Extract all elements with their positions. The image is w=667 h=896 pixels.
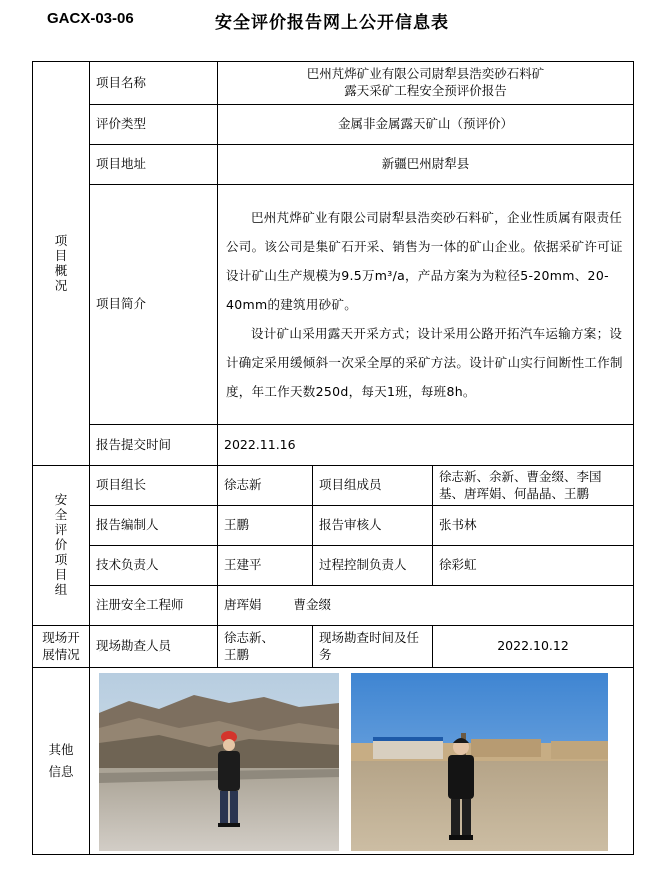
survey-staff-value	[218, 626, 313, 668]
info-table	[32, 61, 634, 855]
intro-value	[218, 185, 634, 425]
survey-time-value: 2022.10.12	[433, 626, 634, 668]
members-line2: 基、唐珲娟、何晶晶、王鹏	[439, 485, 590, 501]
engineer-label: 注册安全工程师	[90, 586, 218, 626]
process-value: 徐彩虹	[433, 546, 634, 586]
intro-label: 项目简介	[90, 185, 218, 425]
reviewer-label: 报告审核人	[313, 506, 433, 546]
team-section-label: 安全评价项目组	[33, 466, 90, 626]
page-title: 安全评价报告网上公开信息表	[215, 13, 449, 33]
leader-label: 项目组长	[90, 466, 218, 506]
process-label: 过程控制负责人	[313, 546, 433, 586]
eval-type-value: 金属非金属露天矿山（预评价）	[218, 105, 634, 145]
site-label-line1: 现场开	[42, 629, 80, 645]
address-label: 项目地址	[90, 145, 218, 185]
intro-paragraph-2: 设计矿山采用露天开采方式；设计采用公路开拓汽车运输方案；设计确定采用缓倾斜一次采全厚的采矿方法。设计矿山实行间断性工作制度，年工作天数250d，每天1班，每班8h。	[226, 326, 623, 399]
submit-time-label: 报告提交时间	[90, 425, 218, 466]
document-code: GACX-03-06	[47, 10, 134, 27]
other-section-label: 其他信息	[33, 668, 90, 855]
intro-paragraph-1: 巴州芃烨矿业有限公司尉犁县浩奕砂石料矿，企业性质属有限责任公司。该公司是集矿石开采、销售为一体的矿山企业。依据采矿许可证设计矿山生产规模为9.5万m³/a，产品方案为为粒径5-20mm、20-40mm的建筑用砂矿。	[226, 210, 623, 312]
tech-value: 王建平	[218, 546, 313, 586]
members-label: 项目组成员	[313, 466, 433, 506]
leader-value: 徐志新	[218, 466, 313, 506]
address-value: 新疆巴州尉犁县	[218, 145, 634, 185]
survey-staff-line2: 王鹏	[224, 646, 250, 662]
site-photo-right	[351, 673, 608, 851]
site-photo-left	[99, 673, 339, 851]
survey-staff-line1: 徐志新、	[224, 629, 275, 645]
overview-section-label: 项目概况	[33, 62, 90, 466]
site-label-line2: 展情况	[42, 646, 80, 662]
survey-staff-label: 现场勘查人员	[90, 626, 218, 668]
project-name-value	[218, 62, 634, 105]
project-name-label: 项目名称	[90, 62, 218, 105]
members-value	[433, 466, 634, 506]
project-name-line1: 巴州芃烨矿业有限公司尉犁县浩奕砂石料矿	[306, 66, 545, 82]
eval-type-label: 评价类型	[90, 105, 218, 145]
reviewer-value: 张书林	[433, 506, 634, 546]
tech-label: 技术负责人	[90, 546, 218, 586]
survey-time-label: 现场勘查时间及任务	[313, 626, 433, 668]
photo-area	[90, 668, 634, 855]
engineer-name-1: 唐珲娟	[224, 597, 262, 613]
project-name-line2: 露天采矿工程安全预评价报告	[344, 83, 507, 98]
engineer-value	[218, 586, 634, 626]
members-line1: 徐志新、余新、曹金缀、李国	[439, 468, 602, 484]
site-section-label	[33, 626, 90, 668]
compiler-label: 报告编制人	[90, 506, 218, 546]
compiler-value: 王鹏	[218, 506, 313, 546]
engineer-name-2: 曹金缀	[293, 597, 331, 613]
submit-time-value: 2022.11.16	[218, 425, 634, 466]
